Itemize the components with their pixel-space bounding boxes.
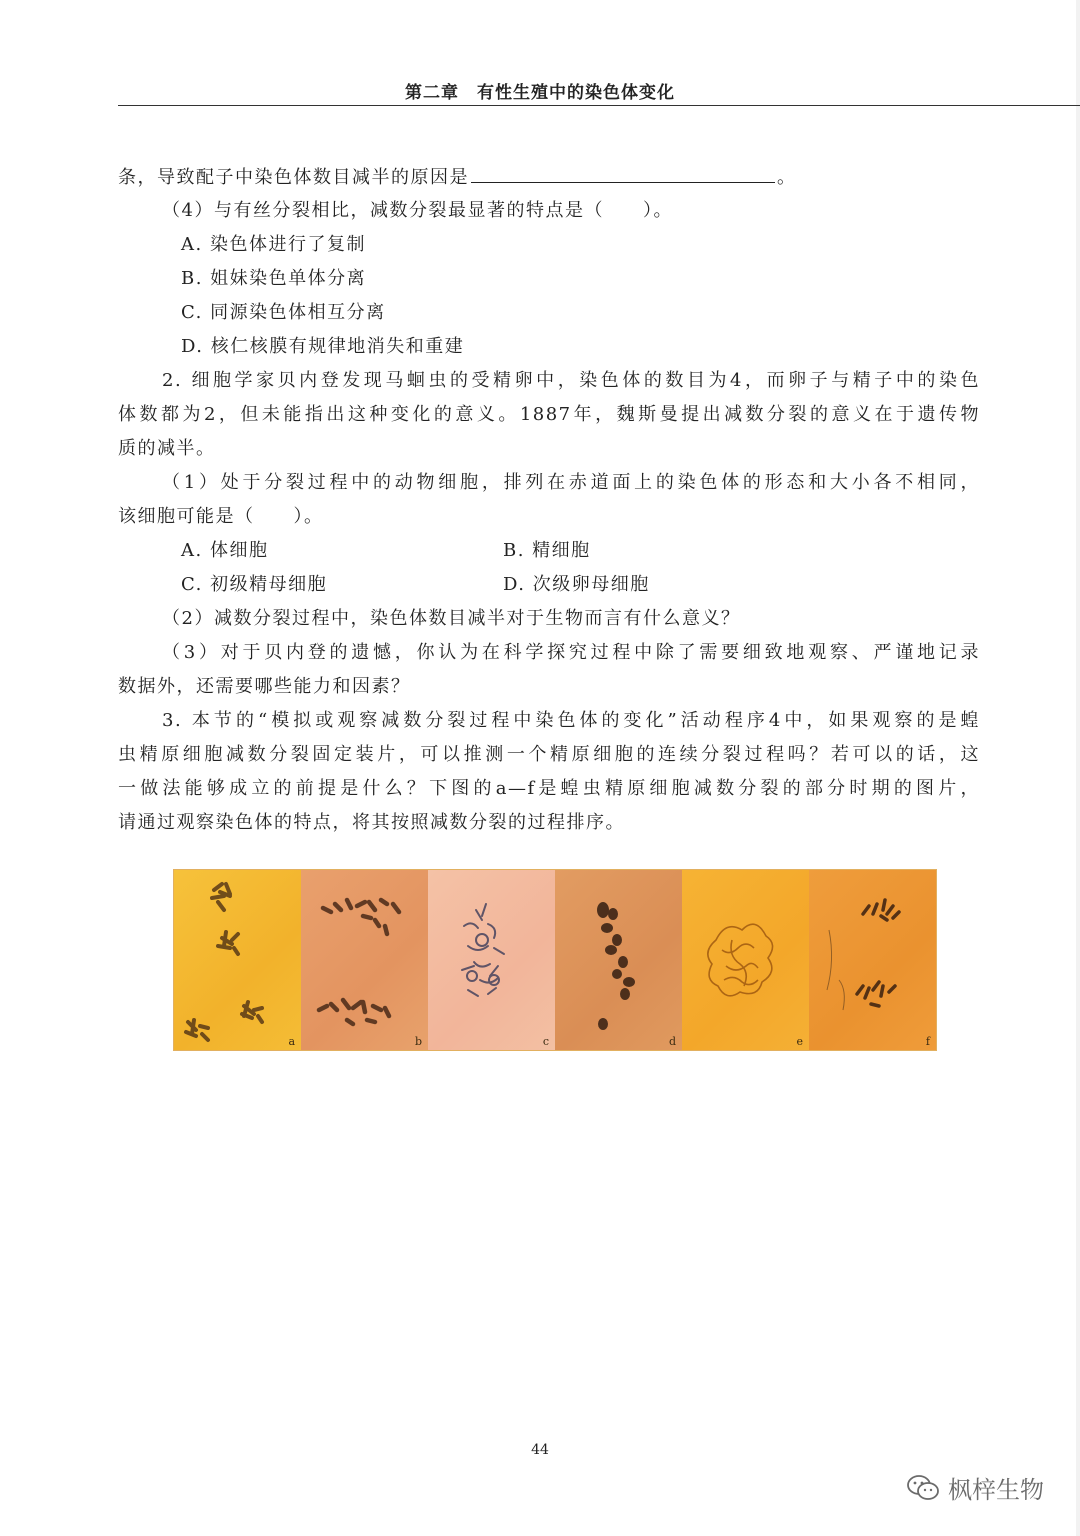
panel-label-f: f (925, 1035, 930, 1048)
chromosome-drawing-c (428, 870, 555, 1050)
q2-sub1-options-row-2 (118, 568, 980, 602)
micrograph-panel-a (174, 870, 301, 1050)
q2-option-a: A. 体细胞 (181, 540, 269, 561)
q4-option-d: D. 核仁核膜有规律地消失和重建 (181, 336, 465, 357)
watermark-text: 枫梓生物 (948, 1476, 1044, 1504)
q2-line-3: 质的减半。 (118, 438, 216, 459)
q2-sub1-options-row-1 (118, 534, 980, 568)
micrograph-figure (174, 870, 936, 1050)
panel-label-b: b (414, 1035, 422, 1048)
q2-option-b: B. 精细胞 (503, 540, 591, 561)
page-edge (1076, 0, 1080, 1536)
q3-line-3: 一做法能够成立的前提是什么？下图的a—f是蝗虫精原细胞减数分裂的部分时期的图片， (118, 778, 980, 799)
q3-line-2: 虫精原细胞减数分裂固定装片，可以推测一个精原细胞的连续分裂过程吗？若可以的话，这 (118, 744, 980, 765)
page-number: 44 (531, 1442, 549, 1458)
line-1: 条，导致配子中染色体数目减半的原因是 。 (118, 160, 980, 194)
q2-sub2: （2）减数分裂过程中，染色体数目减半对于生物而言有什么意义？ (162, 608, 741, 629)
q4-option-b: B. 姐妹染色单体分离 (181, 268, 367, 289)
q2-sub1-line-1: （1）处于分裂过程中的动物细胞，排列在赤道面上的染色体的形态和大小各不相同， (162, 472, 980, 493)
micrograph-panel-f (809, 870, 936, 1050)
micrograph-panel-c (428, 870, 555, 1050)
panel-label-c: c (542, 1035, 549, 1048)
panel-label-d: d (668, 1035, 676, 1048)
panel-label-e: e (796, 1035, 803, 1048)
q2-option-c: C. 初级精母细胞 (181, 574, 328, 595)
micrograph-panel-e (682, 870, 809, 1050)
q2-line-2: 体数都为2，但未能指出这种变化的意义。1887年，魏斯曼提出减数分裂的意义在于遗传物 (118, 404, 980, 425)
page-content (118, 160, 980, 840)
q2-sub3-line-1: （3）对于贝内登的遗憾，你认为在科学探究过程中除了需要细致地观察、严谨地记录 (162, 642, 980, 663)
answer-blank[interactable] (471, 160, 775, 183)
header-rule (118, 105, 1080, 106)
panel-label-a: a (288, 1035, 295, 1048)
wechat-icon (906, 1474, 940, 1502)
chapter-header: 第二章 有性生殖中的染色体变化 (405, 83, 675, 103)
chromosome-drawing-a (174, 870, 301, 1050)
q4-option-c: C. 同源染色体相互分离 (181, 302, 386, 323)
micrograph-panel-b (301, 870, 428, 1050)
chromosome-drawing-e (682, 870, 809, 1050)
q2-line-1: 2. 细胞学家贝内登发现马蛔虫的受精卵中，染色体的数目为4，而卵子与精子中的染色 (162, 370, 980, 391)
micrograph-panel-d (555, 870, 682, 1050)
q2-sub3-line-2: 数据外，还需要哪些能力和因素？ (118, 676, 411, 697)
q4-option-a: A. 染色体进行了复制 (181, 234, 366, 255)
q3-line-4: 请通过观察染色体的特点，将其按照减数分裂的过程排序。 (118, 812, 625, 833)
watermark (906, 1470, 1044, 1505)
q3-line-1: 3. 本节的“模拟或观察减数分裂过程中染色体的变化”活动程序4中，如果观察的是蝗 (162, 710, 980, 731)
q2-sub1-line-2: 该细胞可能是（ ）。 (118, 506, 324, 527)
q2-option-d: D. 次级卵母细胞 (503, 574, 650, 595)
chromosome-drawing-f (809, 870, 936, 1050)
q4-stem: （4）与有丝分裂相比，减数分裂最显著的特点是（ ）。 (162, 200, 673, 221)
chromosome-drawing-b (301, 870, 428, 1050)
chromosome-drawing-d (555, 870, 682, 1050)
